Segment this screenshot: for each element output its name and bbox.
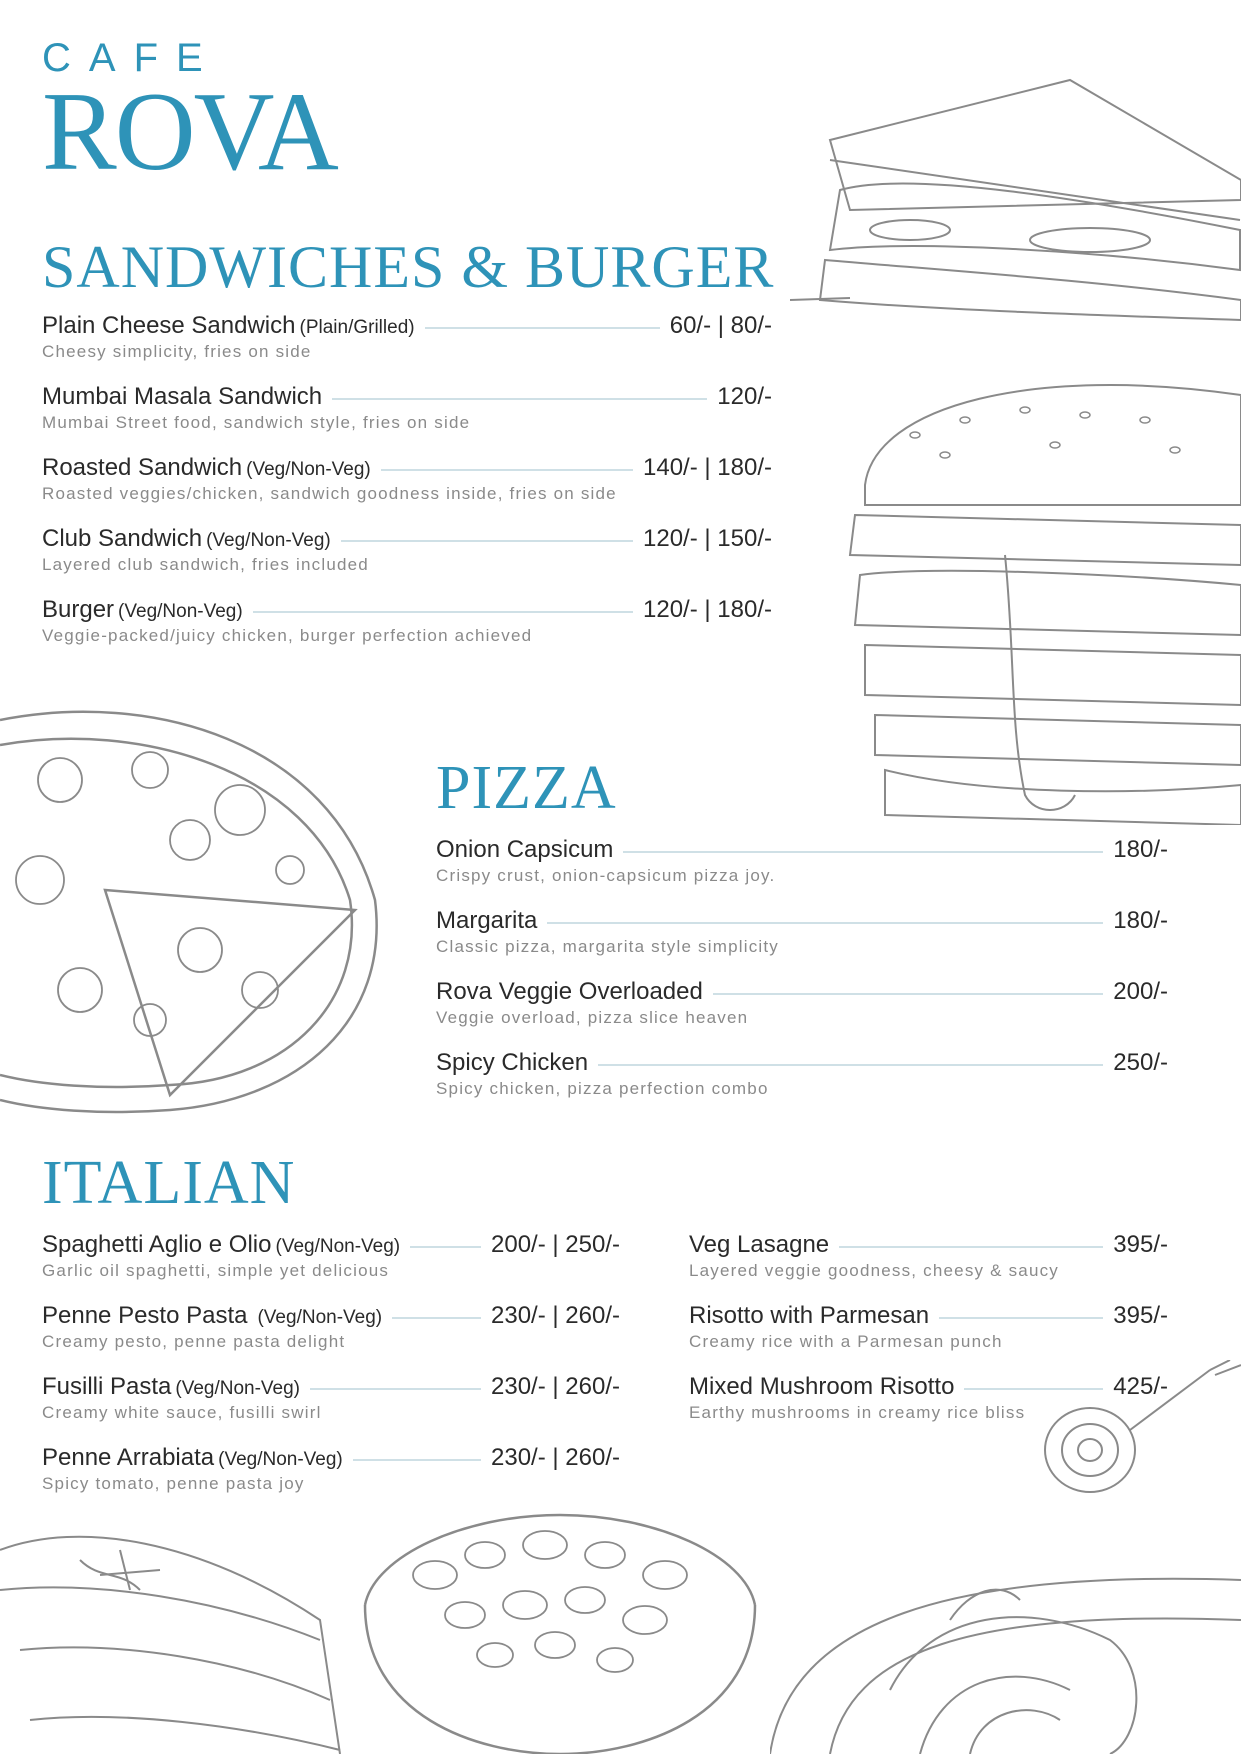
item-price: 200/- | 250/- — [491, 1231, 620, 1258]
item-price: 200/- — [1113, 978, 1168, 1005]
item-price: 180/- — [1113, 836, 1168, 863]
item-description: Veggie overload, pizza slice heaven — [436, 1008, 749, 1027]
leader-line — [381, 469, 633, 471]
item-name: Burger — [42, 596, 115, 623]
sandwich-sketch-icon — [790, 70, 1241, 330]
logo-cafe-text: CAFE — [42, 36, 221, 80]
item-price: 180/- — [1113, 907, 1168, 934]
item-description: Creamy pesto, penne pasta delight — [42, 1332, 346, 1351]
menu-item — [689, 1231, 1168, 1281]
logo-rova-text: ROVA — [42, 70, 337, 194]
leader-line — [253, 611, 633, 613]
menu-item — [42, 383, 772, 433]
item-variant: (Veg/Non-Veg) — [257, 1307, 383, 1328]
item-name: Onion Capsicum — [436, 836, 614, 863]
pizza-sketch-icon — [0, 700, 385, 1120]
menu-item — [689, 1302, 1168, 1352]
pasta-bowl-sketch-icon — [355, 1495, 765, 1754]
menu-item — [42, 1302, 620, 1352]
item-price: 60/- | 80/- — [669, 312, 772, 339]
leader-line — [598, 1064, 1103, 1066]
section-title-pizza: PIZZA — [436, 754, 617, 822]
leader-line — [964, 1388, 1103, 1390]
section-title-sandwiches: SANDWICHES & BURGER — [42, 234, 775, 300]
item-name: Plain Cheese Sandwich — [42, 312, 296, 339]
leader-line — [425, 327, 660, 329]
item-price: 140/- | 180/- — [643, 454, 772, 481]
item-price: 120/- | 180/- — [643, 596, 772, 623]
item-name: Veg Lasagne — [689, 1231, 830, 1258]
leader-line — [353, 1459, 481, 1461]
menu-item — [42, 1231, 620, 1281]
item-description: Creamy rice with a Parmesan punch — [689, 1332, 1003, 1351]
item-variant: (Veg/Non-Veg) — [246, 459, 371, 480]
item-variant: (Veg/Non-Veg) — [206, 530, 331, 551]
item-name: Fusilli Pasta — [42, 1373, 172, 1400]
menu-item — [436, 978, 1168, 1028]
burger-sketch-icon — [835, 375, 1241, 825]
item-name: Penne Arrabiata — [42, 1444, 215, 1471]
menu-item — [42, 454, 772, 504]
item-name: Risotto with Parmesan — [689, 1302, 930, 1329]
item-name: Penne Pesto Pasta — [42, 1302, 248, 1329]
item-description: Spicy chicken, pizza perfection combo — [436, 1079, 769, 1098]
leader-line — [392, 1317, 481, 1319]
menu-item — [689, 1373, 1168, 1423]
item-description: Mumbai Street food, sandwich style, fries on side — [42, 413, 471, 432]
menu-item — [436, 836, 1168, 886]
item-variant: (Plain/Grilled) — [299, 317, 415, 338]
leader-line — [713, 993, 1103, 995]
leader-line — [332, 398, 707, 400]
menu-item — [42, 312, 772, 362]
item-price: 230/- | 260/- — [491, 1302, 620, 1329]
item-price: 120/- | 150/- — [643, 525, 772, 552]
item-description: Classic pizza, margarita style simplicity — [436, 937, 779, 956]
leader-line — [341, 540, 633, 542]
item-price: 250/- — [1113, 1049, 1168, 1076]
item-description: Creamy white sauce, fusilli swirl — [42, 1403, 322, 1422]
menu-item — [42, 1373, 620, 1423]
item-name: Rova Veggie Overloaded — [436, 978, 703, 1005]
leader-line — [547, 922, 1103, 924]
item-description: Garlic oil spaghetti, simple yet delicious — [42, 1261, 390, 1280]
cafe-logo — [42, 36, 337, 194]
item-price: 120/- — [717, 383, 772, 410]
lasagne-sketch-icon — [0, 1520, 380, 1754]
menu-item — [436, 1049, 1168, 1099]
item-name: Club Sandwich — [42, 525, 203, 552]
item-price: 425/- — [1113, 1373, 1168, 1400]
menu-item — [436, 907, 1168, 957]
item-description: Crispy crust, onion-capsicum pizza joy. — [436, 866, 776, 885]
leader-line — [623, 851, 1103, 853]
item-description: Earthy mushrooms in creamy rice bliss — [689, 1403, 1026, 1422]
item-description: Cheesy simplicity, fries on side — [42, 342, 312, 361]
item-price: 395/- — [1113, 1231, 1168, 1258]
item-name: Roasted Sandwich — [42, 454, 243, 481]
item-description: Spicy tomato, penne pasta joy — [42, 1474, 305, 1493]
item-price: 230/- | 260/- — [491, 1444, 620, 1471]
item-name: Mixed Mushroom Risotto — [689, 1373, 955, 1400]
item-variant: (Veg/Non-Veg) — [118, 601, 243, 622]
item-variant: (Veg/Non-Veg) — [218, 1449, 343, 1470]
item-variant: (Veg/Non-Veg) — [175, 1378, 301, 1399]
item-name: Mumbai Masala Sandwich — [42, 383, 323, 410]
menu-item — [42, 525, 772, 575]
item-description: Layered veggie goodness, cheesy & saucy — [689, 1261, 1060, 1280]
item-description: Roasted veggies/chicken, sandwich goodness inside, fries on side — [42, 484, 617, 503]
item-price: 395/- — [1113, 1302, 1168, 1329]
item-description: Veggie-packed/juicy chicken, burger perfection achieved — [42, 626, 533, 645]
menu-item — [42, 596, 772, 646]
section-title-italian: ITALIAN — [42, 1149, 296, 1217]
item-variant: (Veg/Non-Veg) — [275, 1236, 401, 1257]
leader-line — [410, 1246, 481, 1248]
leader-line — [839, 1246, 1103, 1248]
item-name: Spaghetti Aglio e Olio — [42, 1231, 272, 1258]
menu-item — [42, 1444, 620, 1494]
item-name: Margarita — [436, 907, 538, 934]
leader-line — [310, 1388, 481, 1390]
item-description: Layered club sandwich, fries included — [42, 555, 369, 574]
item-name: Spicy Chicken — [436, 1049, 589, 1076]
item-price: 230/- | 260/- — [491, 1373, 620, 1400]
leader-line — [939, 1317, 1103, 1319]
